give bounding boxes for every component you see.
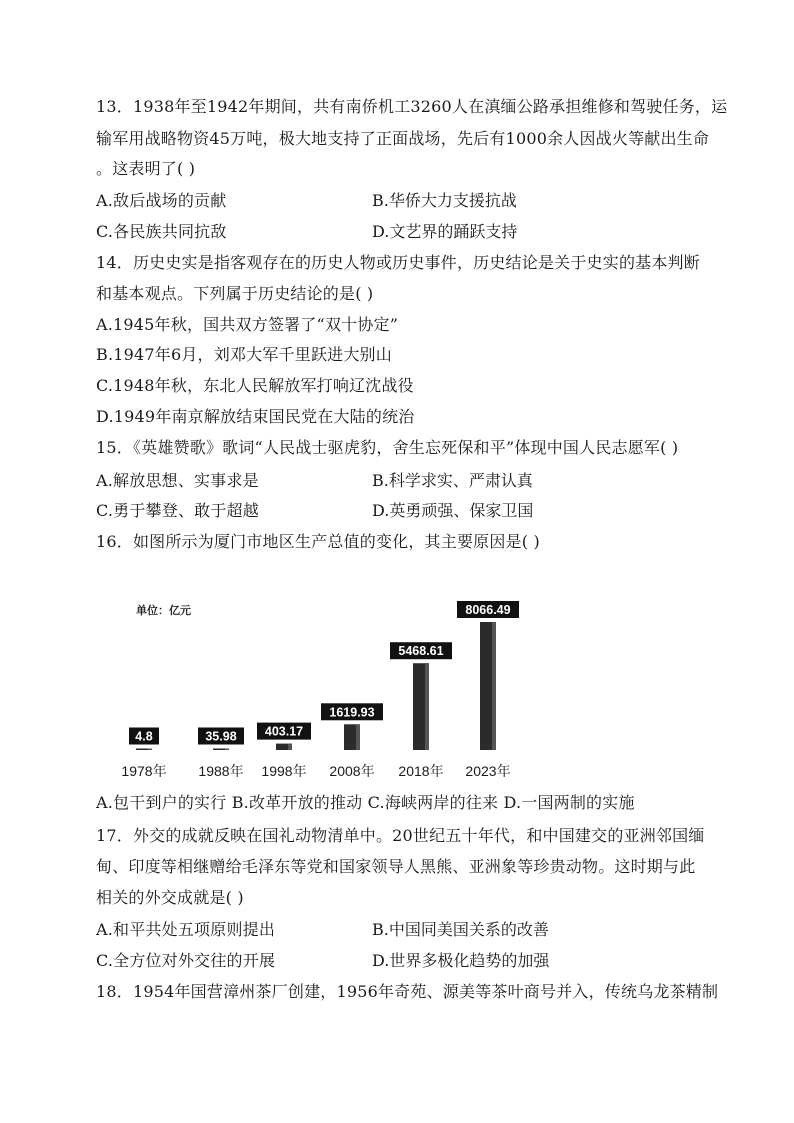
q18-stem-line1: 18．1954年国营漳州茶厂创建，1956年奇苑、源美等茶叶商号并入，传统乌龙茶精制: [96, 982, 719, 1001]
value-label-1978年: 4.8: [135, 729, 153, 744]
q16-options-line: A.包干到户的实行 B.改革开放的推动 C.海峡两岸的往来 D.一国两制的实施: [96, 793, 635, 812]
q15-option-b: B.科学求实、严肃认真: [372, 471, 533, 490]
category-label-2018年: 2018年: [398, 763, 444, 779]
bar-shade-2023年: [492, 622, 496, 750]
bar-shade-1988年: [225, 749, 229, 751]
bar-shade-2018年: [425, 663, 429, 750]
q15-option-c: C.勇于攀登、敢于超越: [96, 501, 259, 520]
q17-option-a: A.和平共处五项原则提出: [96, 920, 276, 939]
category-label-1988年: 1988年: [198, 763, 244, 779]
value-label-1988年: 35.98: [205, 729, 237, 744]
category-label-1998年: 1998年: [261, 763, 307, 779]
q14-stem-line1: 14．历史史实是指客观存在的历史人物或历史事件，历史结论是关于史实的基本判断: [96, 253, 700, 272]
bar-shade-1998年: [288, 744, 292, 750]
q17-option-b: B.中国同美国关系的改善: [372, 920, 549, 939]
q17-option-d: D.世界多极化趋势的加强: [372, 951, 550, 970]
value-label-2008年: 1619.93: [329, 705, 375, 720]
bar-shade-2008年: [356, 724, 360, 750]
q13-stem-line1: 13．1938年至1942年期间，共有南侨机工3260人在滇缅公路承担维修和驾驶任务，运: [96, 97, 728, 116]
value-label-2023年: 8066.49: [465, 603, 511, 617]
q15-option-d: D.英勇顽强、保家卫国: [372, 501, 534, 520]
q17-stem-line1: 17．外交的成就反映在国礼动物清单中。20世纪五十年代，和中国建交的亚洲邻国缅: [96, 826, 705, 845]
q13-option-a: A.敌后战场的贡献: [96, 191, 227, 210]
value-label-2018年: 5468.61: [398, 644, 444, 659]
q16-stem-line1: 16．如图所示为厦门市地区生产总值的变化，其主要原因是( ): [96, 532, 540, 551]
q14-stem-line2: 和基本观点。下列属于历史结论的是( ): [96, 284, 374, 303]
q13-stem-line2: 输军用战略物资45万吨，极大地支持了正面战场，先后有1000余人因战火等献出生命: [96, 129, 710, 148]
q13-option-d: D.文艺界的踊跃支持: [372, 222, 518, 241]
q17-stem-line2: 甸、印度等相继赠给毛泽东等党和国家领导人黑熊、亚洲象等珍贵动物。这时期与此: [96, 857, 696, 876]
q13-option-b: B.华侨大力支援抗战: [372, 191, 517, 210]
q17-option-c: C.全方位对外交往的开展: [96, 951, 276, 970]
category-label-2023年: 2023年: [465, 763, 511, 779]
q14-option-a: A.1945年秋，国共双方签署了“双十协定”: [96, 315, 399, 334]
q15-option-a: A.解放思想、实事求是: [96, 471, 259, 490]
q17-stem-line3: 相关的外交成就是( ): [96, 888, 244, 907]
chart-unit-label: 单位：亿元: [136, 604, 191, 617]
q13-option-c: C.各民族共同抗敌: [96, 222, 227, 241]
q13-stem-line3: 。这表明了( ): [96, 159, 196, 178]
chart-svg: [96, 590, 696, 785]
gdp-bar-chart: [96, 590, 696, 785]
q15-stem-line1: 15．《英雄赞歌》歌词“人民战士驱虎豹，舍生忘死保和平”体现中国人民志愿军( ): [96, 438, 679, 457]
q14-option-b: B.1947年6月，刘邓大军千里跃进大别山: [96, 345, 392, 364]
bar-shade-1978年: [148, 749, 152, 751]
q14-option-d: D.1949年南京解放结束国民党在大陆的统治: [96, 407, 415, 426]
value-label-1998年: 403.17: [264, 724, 304, 739]
category-label-2008年: 2008年: [329, 763, 375, 779]
q14-option-c: C.1948年秋，东北人民解放军打响辽沈战役: [96, 376, 414, 395]
category-label-1978年: 1978年: [121, 763, 167, 779]
